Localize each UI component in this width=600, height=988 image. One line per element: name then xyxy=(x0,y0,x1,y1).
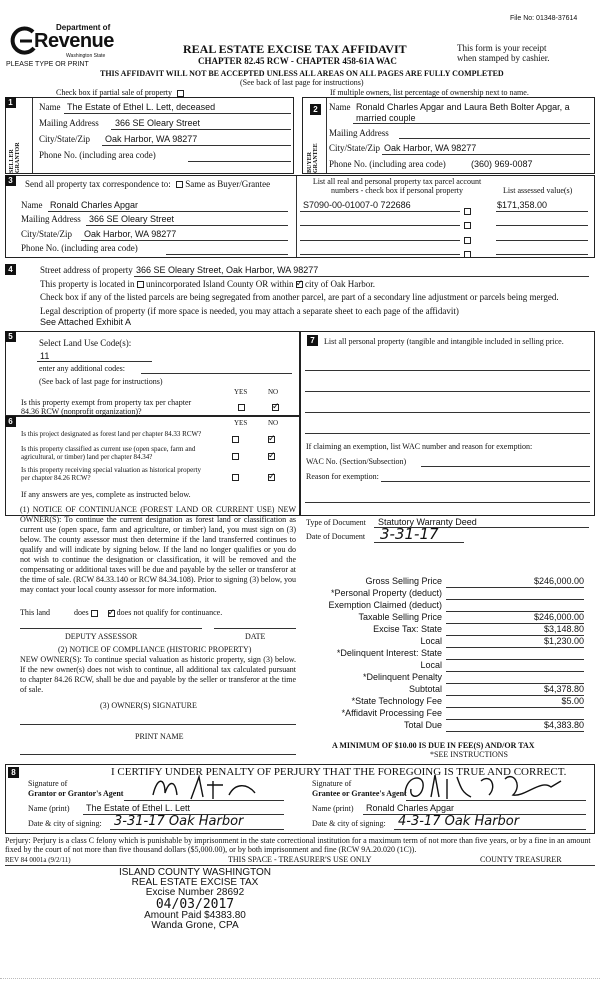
historic-yes-checkbox[interactable] xyxy=(232,468,239,486)
qualify-label: qualify for continuance. xyxy=(145,608,223,617)
stamp-tax-type: REAL ESTATE EXCISE TAX xyxy=(131,877,259,888)
partial-sale-checkbox[interactable] xyxy=(177,90,184,97)
section-4-badge: 4 xyxy=(5,264,16,275)
tax-total-label: *Personal Property (deduct) xyxy=(330,588,442,598)
tax-total-value[interactable]: $4,383.80 xyxy=(446,720,584,732)
tax-total-row xyxy=(305,600,590,612)
grantee-name-label: Name (print) xyxy=(312,804,354,813)
tax-total-value[interactable]: $246,000.00 xyxy=(446,612,584,624)
treasurer-space-label: THIS SPACE - TREASURER'S USE ONLY xyxy=(228,855,372,864)
grantor-signature-mark[interactable] xyxy=(151,773,271,803)
print-name-label: PRINT NAME xyxy=(135,732,184,741)
seller-address[interactable]: 366 SE Oleary Street xyxy=(115,118,201,128)
does-checkbox[interactable] xyxy=(91,610,98,617)
see-instructions-note: *SEE INSTRUCTIONS xyxy=(430,750,509,759)
tax-total-label: Exemption Claimed (deduct) xyxy=(328,600,442,610)
form-warning: THIS AFFIDAVIT WILL NOT BE ACCEPTED UNLESS ALL AREAS ON ALL PAGES ARE FULLY COMPLETED xyxy=(100,69,504,78)
seller-name[interactable]: The Estate of Ethel L. Lett, deceased xyxy=(67,102,216,112)
section-1-badge: 1 xyxy=(5,97,16,108)
tax-total-label: Excise Tax: State xyxy=(373,624,442,634)
current-use-no-checkbox[interactable] xyxy=(268,447,275,465)
this-land-row xyxy=(20,608,222,617)
tax-total-label: Subtotal xyxy=(408,684,442,694)
seller-phone-label: Phone No. (including area code) xyxy=(39,150,156,160)
treasurer-stamp xyxy=(100,868,290,931)
seller-city-label: City/State/Zip xyxy=(39,134,90,144)
tax-total-row xyxy=(305,576,590,588)
see-back: (See back of last page for instructions) xyxy=(240,78,364,87)
parcel-header-1: List all real and personal property tax parcel account xyxy=(312,177,482,186)
assessor-date-label: DATE xyxy=(245,632,266,641)
wac-label: WAC No. (Section/Subsection) xyxy=(306,457,407,466)
seller-section xyxy=(5,97,294,174)
current-use-question-2: agricultural, or timber) land per chapter 84.34? xyxy=(21,453,153,461)
corr-address-label: Mailing Address xyxy=(21,214,81,224)
buyer-side-label: BUYER GRANTEE xyxy=(307,143,319,173)
dept-line1: Department of xyxy=(56,23,111,32)
buyer-section xyxy=(302,97,595,174)
tax-total-value[interactable] xyxy=(446,708,584,720)
unincorporated-checkbox[interactable] xyxy=(137,281,144,288)
buyer-city[interactable]: Oak Harbor, WA 98277 xyxy=(384,143,477,153)
grantee-signature-label-2: Grantee or Grantee's Agent xyxy=(312,789,407,798)
corr-city-label: City/State/Zip xyxy=(21,229,72,239)
property-street[interactable]: 366 SE Oleary Street, Oak Harbor, WA 98277 xyxy=(136,265,319,275)
if-yes-instruction: If any answers are yes, complete as instructed below. xyxy=(21,490,191,499)
section5-no-header: NO xyxy=(268,388,279,396)
historic-question-2: per chapter 84.26 RCW? xyxy=(21,474,91,482)
parcel-header-2: numbers - check box if personal property xyxy=(331,186,463,195)
section-7-badge: 7 xyxy=(307,335,318,346)
partial-sale-label: Check box if partial sale of property xyxy=(56,88,172,97)
tax-total-row xyxy=(305,624,590,636)
dept-revenue-logo xyxy=(8,22,123,62)
tax-total-row xyxy=(305,660,590,672)
parcel-number-1[interactable]: S7090-00-01007-0 722686 xyxy=(303,200,411,210)
same-as-buyer-checkbox[interactable] xyxy=(176,181,183,188)
tax-total-row xyxy=(305,720,590,732)
section-7-box xyxy=(300,331,595,516)
corr-name-label: Name xyxy=(21,200,43,210)
grantor-name-label: Name (print) xyxy=(28,804,70,813)
section6-no-header: NO xyxy=(268,419,279,427)
tax-total-row xyxy=(305,612,590,624)
perjury-notice: Perjury: Perjury is a class C felony which is punishable by imprisonment in the state correctional institution for a maximum term of not more than five years, or by a fine in an amount fixed by the court of not more than five thousand dollars ($5,000.00), or by both imprisonment and fine (RCW 9A.20.020 (1C)). xyxy=(5,836,591,854)
forest-yes-checkbox[interactable] xyxy=(232,430,239,448)
grantor-date-city[interactable]: 3-31-17 Oak Harbor xyxy=(114,814,244,829)
tax-total-value[interactable]: $1,230.00 xyxy=(446,636,584,648)
assessed-value-1[interactable]: $171,358.00 xyxy=(497,200,548,210)
receipt-note-2: when stamped by cashier. xyxy=(457,53,550,63)
please-type: PLEASE TYPE OR PRINT xyxy=(6,61,89,68)
does-label: does xyxy=(74,608,89,617)
grantee-signature-label-1: Signature of xyxy=(312,779,352,788)
land-use-label: Select Land Use Code(s): xyxy=(39,338,132,348)
tax-total-label: *Delinquent Interest: State xyxy=(336,648,442,658)
owner-signature-label: (3) OWNER(S) SIGNATURE xyxy=(100,701,197,710)
form-chapter: CHAPTER 82.45 RCW - CHAPTER 458-61A WAC xyxy=(198,56,397,66)
tax-total-label: Local xyxy=(420,660,442,670)
seller-address-label: Mailing Address xyxy=(39,118,99,128)
doc-date-value[interactable]: 3-31-17 xyxy=(380,525,439,543)
tax-total-row xyxy=(305,672,590,684)
located-row xyxy=(40,279,375,289)
exempt-no-checkbox[interactable] xyxy=(272,398,279,416)
section-6-badge: 6 xyxy=(5,416,16,427)
grantee-signature-mark[interactable] xyxy=(401,769,566,803)
seller-side-label: SELLER GRANTOR xyxy=(9,142,21,173)
section6-yes-header: YES xyxy=(234,419,248,427)
this-land-label: This land xyxy=(20,608,50,617)
land-use-see-back: (See back of last page for instructions) xyxy=(39,377,163,386)
tax-total-value[interactable]: $5.00 xyxy=(446,696,584,708)
grantor-date-label: Date & city of signing: xyxy=(28,819,102,828)
seller-name-label: Name xyxy=(39,102,61,112)
notice-compliance-title: (2) NOTICE OF COMPLIANCE (HISTORIC PROPERTY) xyxy=(58,645,252,654)
tax-total-value[interactable]: $3,148.80 xyxy=(446,624,584,636)
exemption-label: If claiming an exemption, list WAC number and reason for exemption: xyxy=(306,442,533,451)
forest-land-question: Is this project designated as forest land per chapter 84.33 RCW? xyxy=(21,430,202,438)
form-title: REAL ESTATE EXCISE TAX AFFIDAVIT xyxy=(183,42,407,56)
buyer-address-label: Mailing Address xyxy=(329,128,389,138)
correspondence-section xyxy=(5,175,595,258)
section-8-badge: 8 xyxy=(8,767,19,778)
personal-property-label: List all personal property (tangible and intangible included in selling price. xyxy=(324,337,564,346)
partial-sale-row[interactable] xyxy=(56,88,184,97)
grantee-date-city[interactable]: 4-3-17 Oak Harbor xyxy=(398,814,520,829)
historic-question-1: Is this property receiving special valuation as historical property xyxy=(21,466,202,474)
tax-total-value[interactable] xyxy=(446,648,584,660)
tax-total-label: *Delinquent Penalty xyxy=(362,672,442,682)
notice-of-continuance: (1) NOTICE OF CONTINUANCE (FOREST LAND OR CURRENT USE) NEW OWNER(S): To continue the current designation as forest land or classification as current use (open space, farm and agriculture, or timber) land, you must sign on (3) below. The county assessor must then determine if the land transferred continues to qualify and will indicate by signing below. If the land no longer qualifies or you do not wish to continue the designation or classification, it will be removed and the compensating or additional taxes will be due and payable by the seller or transferor at the time of sale. (RCW 84.33.140 or RCW 84.34.108). Prior to signing (3) below, you may contact your local county assessor for more information. xyxy=(20,505,296,594)
doc-type-value[interactable]: Statutory Warranty Deed xyxy=(378,517,477,527)
section5-yes-header: YES xyxy=(234,388,248,396)
does-not-label: does not xyxy=(116,608,144,617)
certification-section xyxy=(5,764,595,834)
stamp-amount-paid: Amount Paid $4383.80 xyxy=(144,910,246,921)
section-5-box xyxy=(5,331,300,416)
tax-total-row xyxy=(305,684,590,696)
does-not-checkbox[interactable] xyxy=(108,610,115,617)
tax-total-value[interactable] xyxy=(446,660,584,672)
parcel-4-personal-checkbox[interactable] xyxy=(464,245,471,263)
exempt-question-2: 84.36 RCW (nonprofit organization)? xyxy=(21,407,142,416)
tax-total-value[interactable] xyxy=(446,600,584,612)
multiple-owners-note: If multiple owners, list percentage of ownership next to name. xyxy=(330,88,529,97)
doc-type-label: Type of Document xyxy=(306,518,366,527)
stamp-date: 04/03/2017 xyxy=(155,897,235,912)
grantor-signature-label-1: Signature of xyxy=(28,779,68,788)
grantor-signature-label-2: Grantor or Grantor's Agent xyxy=(28,789,124,798)
section-3-badge: 3 xyxy=(5,175,16,186)
corr-city[interactable]: Oak Harbor, WA 98277 xyxy=(84,229,177,239)
county-treasurer-label: COUNTY TREASURER xyxy=(480,855,562,864)
city-of-checkbox[interactable] xyxy=(296,281,303,288)
tax-totals-table xyxy=(305,576,590,732)
buyer-name-label: Name xyxy=(329,102,351,112)
file-number: File No: 01348-37614 xyxy=(510,15,578,22)
section-6-box xyxy=(5,416,300,516)
same-as-buyer-label: Same as Buyer/Grantee xyxy=(185,179,271,189)
tax-total-value[interactable] xyxy=(446,588,584,600)
buyer-city-label: City/State/Zip xyxy=(329,143,380,153)
exempt-question-1: Is this property exempt from property tax per chapter xyxy=(21,398,192,407)
forest-no-checkbox[interactable] xyxy=(268,430,275,448)
corr-name[interactable]: Ronald Charles Apgar xyxy=(50,200,139,210)
assessed-header: List assessed value(s) xyxy=(503,186,573,195)
located-text: This property is located in xyxy=(40,279,135,289)
reason-label: Reason for exemption: xyxy=(306,472,379,481)
tax-total-label: *Affidavit Processing Fee xyxy=(341,708,442,718)
enter-additional-codes: enter any additional codes: xyxy=(39,364,125,373)
current-use-yes-checkbox[interactable] xyxy=(232,447,239,465)
send-correspondence xyxy=(25,179,270,189)
doc-date-label: Date of Document xyxy=(306,532,366,541)
tax-total-row xyxy=(305,588,590,600)
send-label: Send all property tax correspondence to: xyxy=(25,179,171,189)
section-2-badge: 2 xyxy=(310,104,321,115)
stamp-excise-number: Excise Number 28692 xyxy=(145,887,245,898)
tax-total-value[interactable]: $4,378.80 xyxy=(446,684,584,696)
form-rev-number: REV 84 0001a (9/2/11) xyxy=(5,856,71,864)
tax-total-row xyxy=(305,696,590,708)
corr-address[interactable]: 366 SE Oleary Street xyxy=(89,214,175,224)
tax-total-label: Gross Selling Price xyxy=(365,576,442,586)
buyer-phone[interactable]: (360) 969-0087 xyxy=(471,159,533,169)
deputy-assessor-label: DEPUTY ASSESSOR xyxy=(65,632,138,641)
tax-total-label: Taxable Selling Price xyxy=(358,612,442,622)
stamp-treasurer-name: Wanda Grone, CPA xyxy=(151,920,239,931)
section-5-badge: 5 xyxy=(5,331,16,342)
tax-total-value[interactable]: $246,000.00 xyxy=(446,576,584,588)
land-use-code[interactable]: 11 xyxy=(40,351,50,361)
tax-total-label: *State Technology Fee xyxy=(351,696,442,706)
dept-state: Washington State xyxy=(66,53,106,59)
unincorporated-label: unincorporated Island County OR within xyxy=(145,279,294,289)
grantor-print-name[interactable]: The Estate of Ethel L. Lett xyxy=(86,803,191,813)
page-edge xyxy=(0,978,600,980)
street-label: Street address of property xyxy=(40,265,133,275)
legal-description-label: Legal description of property (if more space is needed, you may attach a separate sheet to each page of the affidavit) xyxy=(40,306,459,316)
receipt-note-1: This form is your receipt xyxy=(457,43,547,53)
grantee-date-label: Date & city of signing: xyxy=(312,819,386,828)
tax-total-label: Local xyxy=(420,636,442,646)
historic-no-checkbox[interactable] xyxy=(268,468,275,486)
seller-city[interactable]: Oak Harbor, WA 98277 xyxy=(105,134,198,144)
city-of-label: city of Oak Harbor. xyxy=(304,279,375,289)
minimum-fee-note: A MINIMUM OF $10.00 IS DUE IN FEE(S) AND/OR TAX xyxy=(332,741,535,750)
tax-total-value[interactable] xyxy=(446,672,584,684)
stamp-county: ISLAND COUNTY WASHINGTON xyxy=(118,867,272,878)
tax-total-row xyxy=(305,648,590,660)
notice-of-compliance: NEW OWNER(S): To continue special valuation as historic property, sign (3) below. If the new owner(s) does not wish to continue, all additional tax calculated pursuant to chapter 84.26 RCW, shall be due and payable by the seller or transferor at the time of sale. xyxy=(20,655,296,694)
current-use-question-1: Is this property classified as current use (open space, farm and xyxy=(21,445,196,453)
buyer-name-line1[interactable]: Ronald Charles Apgar and Laura Beth Bolter Apgar, a xyxy=(356,102,570,112)
segregated-text: Check box if any of the listed parcels are being segregated from another parcel, are part of a secondary line adjustment or parcels being merged. xyxy=(40,292,559,302)
exempt-yes-checkbox[interactable] xyxy=(238,398,245,416)
buyer-name-line2[interactable]: married couple xyxy=(356,113,416,123)
buyer-phone-label: Phone No. (including area code) xyxy=(329,159,446,169)
tax-total-row xyxy=(305,636,590,648)
tax-total-row xyxy=(305,708,590,720)
certify-statement: I CERTIFY UNDER PENALTY OF PERJURY THAT THE FOREGOING IS TRUE AND CORRECT. xyxy=(111,766,567,778)
grantee-print-name[interactable]: Ronald Charles Apgar xyxy=(366,803,455,813)
legal-description-value[interactable]: See Attached Exhibit A xyxy=(40,317,132,327)
tax-total-label: Total Due xyxy=(403,720,442,730)
corr-phone-label: Phone No. (including area code) xyxy=(21,243,138,253)
dept-logo-text: Revenue xyxy=(34,30,114,52)
